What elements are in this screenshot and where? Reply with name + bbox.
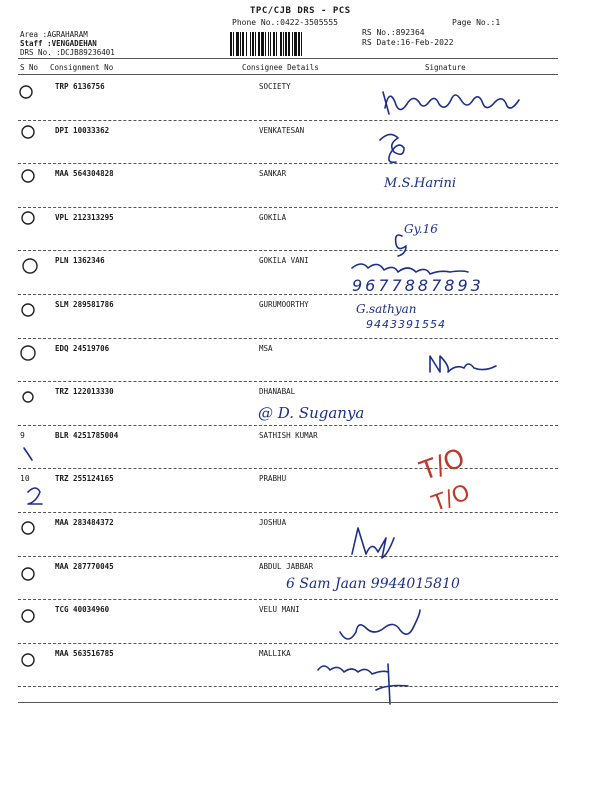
consignee-name: SANKAR bbox=[259, 169, 287, 179]
handwriting-row4: Gy.16 bbox=[404, 222, 438, 236]
signature-row2 bbox=[380, 134, 404, 162]
signature-row11 bbox=[352, 528, 394, 558]
consignment-number: VPL 212313295 bbox=[55, 212, 114, 222]
consignment-number: MAA 564304828 bbox=[55, 169, 114, 179]
handwriting-row6-phone: 9443391554 bbox=[366, 318, 446, 331]
drs-number: DRS No. :DCJB89236401 bbox=[20, 48, 115, 57]
serial-number: 9 bbox=[20, 430, 25, 440]
handwriting-row3: M.S.Harini bbox=[384, 176, 457, 191]
consignee-name: DHANABAL bbox=[259, 387, 296, 397]
footer-rule bbox=[18, 702, 558, 703]
consignment-number: SLM 289581786 bbox=[55, 300, 114, 309]
consignee-name: SOCIETY bbox=[259, 82, 291, 91]
page-number: Page No.:1 bbox=[452, 18, 501, 27]
serial-number: 10 bbox=[20, 474, 30, 484]
rs-number: RS No.:892364 bbox=[362, 28, 425, 37]
consignee-name: GURUMOORTHY bbox=[259, 300, 309, 309]
margin-stroke-9 bbox=[24, 448, 32, 460]
area-label: Area :AGRAHARAM bbox=[20, 30, 88, 39]
signature-row5 bbox=[352, 264, 468, 274]
col-signature: Signature bbox=[425, 63, 466, 72]
consignment-number: MAA 563516785 bbox=[55, 648, 114, 658]
phone-number: Phone No.:0422-3505555 bbox=[232, 18, 338, 27]
consignment-number: EDQ 24519706 bbox=[55, 343, 110, 353]
consignee-name: MALLIKA bbox=[259, 648, 291, 658]
handwriting-row12: 6 Sam Jaan 9944015810 bbox=[286, 576, 460, 592]
consignee-name: VENKATESAN bbox=[259, 125, 305, 135]
rs-date: RS Date:16-Feb-2022 bbox=[362, 38, 454, 47]
handwriting-row10: T/O bbox=[428, 480, 474, 517]
col-consignee: Consignee Details bbox=[242, 63, 319, 72]
handwriting-row8: @ D. Suganya bbox=[258, 404, 365, 422]
consignee-name: MSA bbox=[259, 343, 273, 353]
circled-serials bbox=[20, 86, 37, 666]
consignee-name: GOKILA bbox=[259, 212, 287, 222]
consignment-number: TCG 40034960 bbox=[55, 605, 110, 615]
consignment-number: DPI 10033362 bbox=[55, 125, 110, 135]
consignee-name: JOSHUA bbox=[259, 518, 287, 527]
consignment-number: MAA 287770045 bbox=[55, 561, 114, 571]
signature-row1 bbox=[385, 95, 519, 110]
consignee-name: VELU MANI bbox=[259, 605, 300, 615]
consignee-name: GOKILA VANI bbox=[259, 256, 309, 266]
col-sno: S No bbox=[20, 63, 39, 72]
handwriting-row9: T/O bbox=[416, 443, 469, 487]
consignment-number: TRZ 122013330 bbox=[55, 387, 114, 397]
signature-row4 bbox=[396, 235, 406, 256]
sheet-title: TPC/CJB DRS - PCS bbox=[250, 6, 351, 16]
consignment-number: BLR 4251785004 bbox=[55, 430, 119, 440]
consignment-number: TRP 6136756 bbox=[55, 82, 105, 91]
consignment-number: PLN 1362346 bbox=[55, 256, 105, 266]
consignee-name: ABDUL JABBAR bbox=[259, 561, 314, 571]
consignment-number: TRZ 255124165 bbox=[55, 474, 114, 484]
signature-row14 bbox=[318, 666, 388, 674]
signature-row13 bbox=[340, 610, 420, 639]
col-consignment: Consignment No bbox=[50, 63, 114, 72]
margin-stroke-10 bbox=[28, 488, 42, 504]
consignment-number: MAA 283484372 bbox=[55, 518, 114, 527]
consignee-name: PRABHU bbox=[259, 474, 287, 484]
signature-row7 bbox=[430, 356, 496, 372]
handwriting-row6-name: G.sathyan bbox=[356, 302, 417, 316]
staff-label: Staff :VENGADEHAN bbox=[20, 39, 97, 48]
handwriting-row5-phone: 9677887893 bbox=[352, 276, 484, 295]
consignee-name: SATHISH KUMAR bbox=[259, 430, 318, 440]
